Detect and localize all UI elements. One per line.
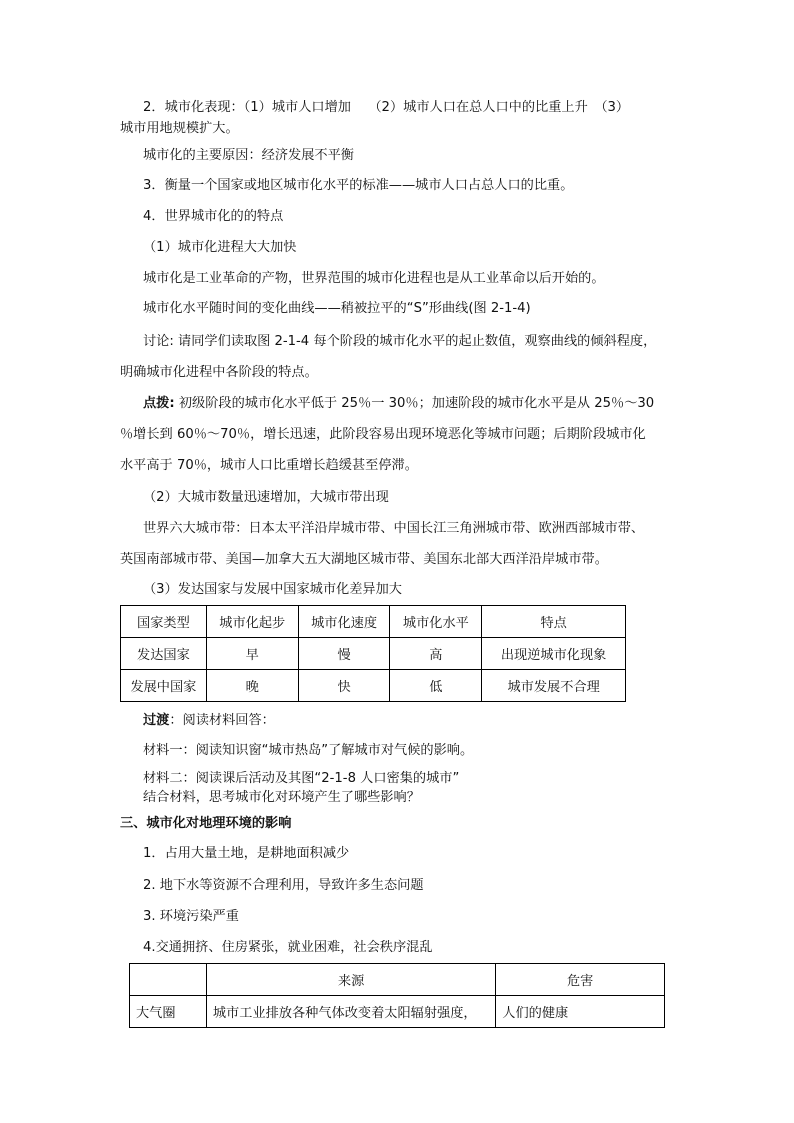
text-line-main-reason: 城市化的主要原因：经济发展不平衡: [143, 148, 354, 163]
table-cell: 早: [206, 638, 298, 670]
table-header-cell: 城市化起步: [206, 606, 298, 638]
table-cell: 城市工业排放各种气体改变着太阳辐射强度，: [206, 996, 495, 1028]
table-header-cell: [130, 964, 207, 996]
table-row: [121, 670, 626, 702]
text-line-impact-1: 1．占用大量土地，是耕地面积减少: [143, 846, 350, 861]
text-line-point-1: （1）城市化进程大大加快: [143, 240, 297, 255]
comparison-table: [120, 605, 626, 702]
text-line-discussion-cont: 明确城市化进程中各阶段的特点。: [120, 365, 318, 380]
text-line-s-curve: 城市化水平随时间的变化曲线——稍被拉平的“S”形曲线(图 2-1-4): [143, 301, 531, 316]
text-line-land-scale: 城市用地规模扩大。: [120, 121, 239, 136]
transition-label: 过渡: [143, 713, 170, 728]
text-line-transition: [143, 712, 275, 730]
text-line-impact-4: 4.交通拥挤、住房紧张，就业困难，社会秩序混乱: [143, 940, 433, 955]
table-cell: 出现逆城市化现象: [482, 638, 626, 670]
text-line-point-2: （2）大城市数量迅速增加，大城市带出现: [143, 490, 389, 505]
table-header-row: [121, 606, 626, 638]
table-cell: 晚: [206, 670, 298, 702]
table-cell: 低: [390, 670, 482, 702]
text-line-discussion: 讨论: 请同学们读取图 2-1-4 每个阶段的城市化水平的起止数值，观察曲线的倾斜程度，: [143, 334, 657, 349]
section-heading-environment-impact: 三、城市化对地理环境的影响: [120, 816, 292, 831]
table-header-cell: 特点: [482, 606, 626, 638]
text-line-impact-3: 3. 环境污染严重: [143, 909, 239, 924]
table-cell: 快: [298, 670, 390, 702]
table-header-row: [130, 964, 665, 996]
hint-text: 初级阶段的城市化水平低于 25％一 30％；加速阶段的城市化水平是从 25％～30: [174, 396, 655, 411]
text-line-world-features: 4．世界城市化的的特点: [143, 209, 284, 224]
text-line-hint-cont-1: ％增长到 60％～70％，增长迅速，此阶段容易出现环境恶化等城市问题；后期阶段城市化: [120, 427, 646, 442]
text-line-think: 结合材料，思考城市化对环境产生了哪些影响？: [143, 790, 420, 805]
table-header-cell: 城市化水平: [390, 606, 482, 638]
table-cell: 人们的健康: [496, 996, 665, 1028]
transition-text: ：阅读材料回答：: [169, 713, 275, 728]
table-cell: 发展中国家: [121, 670, 207, 702]
text-line-urbanization-expression: 2．城市化表现：（1）城市人口增加 （2）城市人口在总人口中的比重上升 （3）: [143, 100, 630, 115]
table-row: [130, 996, 665, 1028]
table-header-cell: 城市化速度: [298, 606, 390, 638]
table-cell: 发达国家: [121, 638, 207, 670]
text-line-hint: [143, 395, 654, 413]
text-line-hint-cont-2: 水平高于 70％，城市人口比重增长趋缓甚至停滞。: [120, 458, 418, 473]
pollution-table: [129, 963, 665, 1028]
text-line-six-belts-cont: 英国南部城市带、美国—加拿大五大湖地区城市带、美国东北部大西洋沿岸城市带。: [120, 552, 608, 567]
text-line-six-belts: 世界六大城市带：日本太平洋沿岸城市带、中国长江三角洲城市带、欧洲西部城市带、: [143, 521, 645, 536]
text-line-point-3: （3）发达国家与发展中国家城市化差异加大: [143, 582, 402, 597]
text-line-material-1: 材料一：阅读知识窗“城市热岛”了解城市对气候的影响。: [143, 743, 474, 758]
table-row: [121, 638, 626, 670]
table-cell: 慢: [298, 638, 390, 670]
hint-label: 点拨:: [143, 396, 175, 411]
text-line-industrial-revolution: 城市化是工业革命的产物，世界范围的城市化进程也是从工业革命以后开始的。: [143, 271, 605, 286]
table-header-cell: 来源: [206, 964, 495, 996]
table-cell: 大气圈: [130, 996, 207, 1028]
table-cell: 城市发展不合理: [482, 670, 626, 702]
text-line-measure-standard: 3．衡量一个国家或地区城市化水平的标准——城市人口占总人口的比重。: [143, 178, 574, 193]
table-header-cell: 危害: [496, 964, 665, 996]
table-cell: 高: [390, 638, 482, 670]
text-line-impact-2: 2. 地下水等资源不合理利用，导致许多生态问题: [143, 878, 424, 893]
text-line-material-2: 材料二：阅读课后活动及其图“2-1-8 人口密集的城市”: [143, 771, 460, 786]
table-header-cell: 国家类型: [121, 606, 207, 638]
